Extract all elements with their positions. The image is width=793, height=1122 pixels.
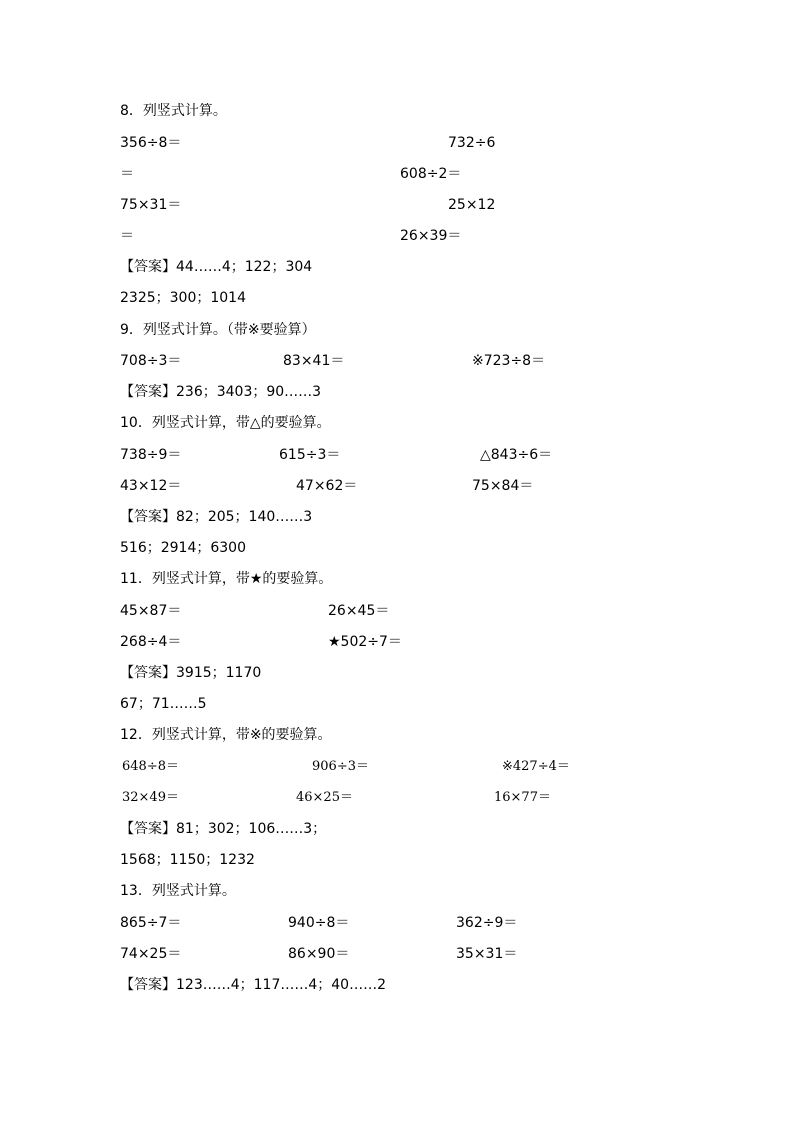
q12-problem-32x49: 32×49＝ xyxy=(122,790,179,805)
q11-problem-26x45: 26×45＝ xyxy=(328,603,390,619)
q9-problem-83x41: 83×41＝ xyxy=(283,353,345,369)
q11-problem-268div4: 268÷4＝ xyxy=(120,634,182,650)
q13-problem-362div9: 362÷9＝ xyxy=(456,915,518,931)
q8-answer: 【答案】44……4；122；304 xyxy=(120,259,313,275)
q11-problem-502div7: ★502÷7＝ xyxy=(328,634,402,650)
q8-equals-1: ＝ xyxy=(120,166,134,182)
q8-problem-25x12: 25×12 xyxy=(448,197,496,213)
q13-title: 13．列竖式计算。 xyxy=(120,883,236,899)
q13-problem-865div7: 865÷7＝ xyxy=(120,915,182,931)
q8-problem-356div8: 356÷8＝ xyxy=(120,135,182,151)
q9-title: 9．列竖式计算。（带※要验算） xyxy=(120,322,316,338)
q10-problem-75x84: 75×84＝ xyxy=(472,478,534,494)
q8-equals-2: ＝ xyxy=(120,228,134,244)
q8-problem-26x39: 26×39＝ xyxy=(400,228,462,244)
q11-answer-continued: 67；71……5 xyxy=(120,696,207,712)
q12-answer: 【答案】81；302；106……3； xyxy=(120,821,327,837)
q8-problem-608div2: 608÷2＝ xyxy=(400,166,462,182)
q9-problem-723div8: ※723÷8＝ xyxy=(472,353,546,369)
q9-answer: 【答案】236；3403；90……3 xyxy=(120,384,322,400)
q8-title: 8．列竖式计算。 xyxy=(120,103,227,119)
q10-title: 10．列竖式计算，带△的要验算。 xyxy=(120,415,331,431)
q8-problem-732div6: 732÷6 xyxy=(448,135,496,151)
q12-problem-648div8: 648÷8＝ xyxy=(122,759,179,774)
q13-problem-940div8: 940÷8＝ xyxy=(288,915,350,931)
q12-problem-906div3: 906÷3＝ xyxy=(312,759,369,774)
q10-problem-843div6: △843÷6＝ xyxy=(480,447,553,463)
q10-problem-43x12: 43×12＝ xyxy=(120,478,182,494)
q12-title: 12．列竖式计算，带※的要验算。 xyxy=(120,727,332,743)
q9-problem-708div3: 708÷3＝ xyxy=(120,353,182,369)
q13-problem-86x90: 86×90＝ xyxy=(288,946,350,962)
q8-answer-continued: 2325；300；1014 xyxy=(120,290,246,306)
q11-problem-45x87: 45×87＝ xyxy=(120,603,182,619)
q12-problem-427div4: ※427÷4＝ xyxy=(502,759,570,774)
q10-problem-738div9: 738÷9＝ xyxy=(120,447,182,463)
q12-problem-46x25: 46×25＝ xyxy=(296,790,353,805)
q11-answer: 【答案】3915；1170 xyxy=(120,665,262,681)
q12-answer-continued: 1568；1150；1232 xyxy=(120,852,255,868)
q11-title: 11．列竖式计算，带★的要验算。 xyxy=(120,571,333,587)
q10-answer: 【答案】82；205；140……3 xyxy=(120,509,313,525)
q12-problem-16x77: 16×77＝ xyxy=(494,790,551,805)
q13-answer: 【答案】123……4；117……4；40……2 xyxy=(120,977,386,993)
q10-answer-continued: 516；2914；6300 xyxy=(120,540,246,556)
q13-problem-35x31: 35×31＝ xyxy=(456,946,518,962)
q10-problem-615div3: 615÷3＝ xyxy=(279,447,341,463)
q13-problem-74x25: 74×25＝ xyxy=(120,946,182,962)
q10-problem-47x62: 47×62＝ xyxy=(296,478,358,494)
q8-problem-75x31: 75×31＝ xyxy=(120,197,182,213)
